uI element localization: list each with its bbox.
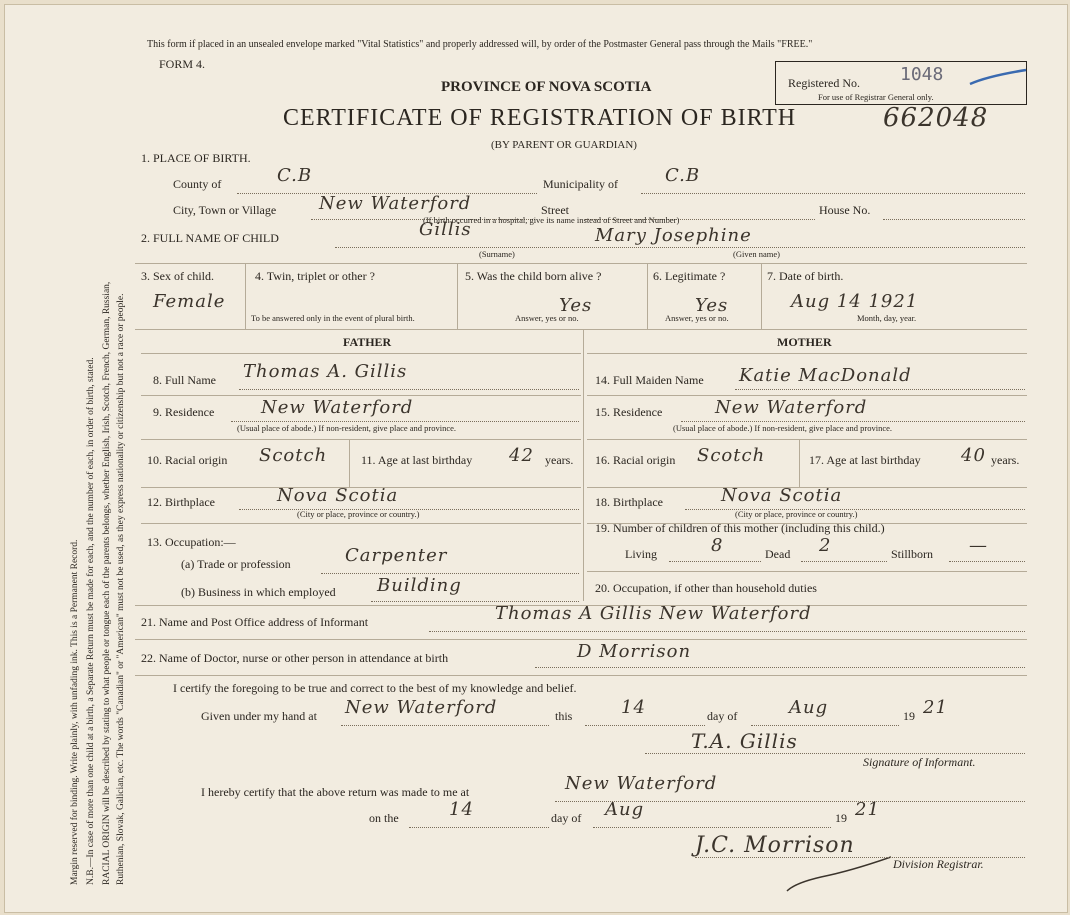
registrar-year-prefix: 19 bbox=[835, 811, 847, 825]
surname-note: (Surname) bbox=[479, 249, 515, 259]
father-birthplace-label: 12. Birthplace bbox=[147, 495, 215, 509]
twin-note: To be answered only in the event of plural birth. bbox=[251, 313, 415, 323]
mother-residence-note: (Usual place of abode.) If non-resident, give place and province. bbox=[673, 423, 893, 433]
certificate-subtitle: (BY PARENT OR GUARDIAN) bbox=[491, 139, 637, 151]
father-business-label: (b) Business in which employed bbox=[181, 585, 336, 599]
born-alive-note: Answer, yes or no. bbox=[515, 313, 579, 323]
place-of-birth-label: 1. PLACE OF BIRTH. bbox=[141, 151, 251, 165]
dead-value: 2 bbox=[819, 535, 832, 556]
informant-label: 21. Name and Post Office address of Informant bbox=[141, 615, 369, 629]
mother-children-label: 19. Number of children of this mother (including this child.) bbox=[595, 521, 885, 535]
doctor-label: 22. Name of Doctor, nurse or other person in attendance at birth bbox=[141, 651, 449, 665]
given-under-label: Given under my hand at bbox=[201, 709, 317, 723]
signature-informant-label: Signature of Informant. bbox=[863, 755, 976, 769]
margin-note-2: N.B.—In case of more than one child at a birth, a Separate Return must be made for each, and the number of each, in order of birth, stated. bbox=[86, 357, 96, 885]
certify-month: Aug bbox=[789, 697, 829, 718]
sex-value: Female bbox=[153, 291, 226, 312]
mother-years-label: years. bbox=[991, 453, 1020, 467]
certify-day: 14 bbox=[621, 697, 646, 718]
handwritten-number: 662048 bbox=[883, 103, 989, 133]
mother-age: 40 bbox=[961, 445, 986, 466]
father-occupation-label: 13. Occupation:— bbox=[147, 535, 236, 549]
registrar-month: Aug bbox=[605, 799, 645, 820]
certify-day-of-label: day of bbox=[707, 709, 738, 723]
doctor-value: D Morrison bbox=[577, 641, 692, 662]
registrar-day-of-label: day of bbox=[551, 811, 582, 825]
mother-name: Katie MacDonald bbox=[739, 365, 912, 386]
house-number-label: House No. bbox=[819, 203, 871, 217]
child-given-name: Mary Josephine bbox=[595, 225, 752, 246]
legitimate-label: 6. Legitimate ? bbox=[653, 269, 726, 283]
registrar-year: 21 bbox=[855, 799, 880, 820]
mother-birthplace-label: 18. Birthplace bbox=[595, 495, 663, 509]
margin-note-4: Ruthenian, Slovak, Galician, etc. The words "Canadian" or "American" must not be used, as they express nationality or citizenship but not a race or people. bbox=[116, 293, 126, 885]
mother-racial: Scotch bbox=[697, 445, 766, 466]
certify-year-prefix: 19 bbox=[903, 709, 915, 723]
street-label: Street bbox=[541, 203, 569, 217]
certify-text: I certify the foregoing to be true and correct to the best of my knowledge and belief. bbox=[173, 681, 577, 695]
father-business: Building bbox=[377, 575, 462, 596]
father-residence-label: 9. Residence bbox=[153, 405, 215, 419]
city-label: City, Town or Village bbox=[173, 203, 277, 217]
father-residence: New Waterford bbox=[261, 397, 414, 418]
mother-residence: New Waterford bbox=[715, 397, 868, 418]
dead-label: Dead bbox=[765, 547, 791, 561]
living-label: Living bbox=[625, 547, 657, 561]
stillborn-label: Stillborn bbox=[891, 547, 934, 561]
county-value: C.B bbox=[277, 165, 313, 186]
mother-heading: MOTHER bbox=[777, 335, 832, 349]
date-of-birth-label: 7. Date of birth. bbox=[767, 269, 844, 283]
father-heading: FATHER bbox=[343, 335, 392, 349]
mother-racial-label: 16. Racial origin bbox=[595, 453, 676, 467]
mother-birthplace: Nova Scotia bbox=[721, 485, 843, 506]
father-racial-label: 10. Racial origin bbox=[147, 453, 228, 467]
county-label: County of bbox=[173, 177, 222, 191]
born-alive-label: 5. Was the child born alive ? bbox=[465, 269, 602, 283]
certificate-sheet bbox=[4, 4, 1068, 913]
hospital-note: (If birth occurred in a hospital, give its name instead of Street and Number) bbox=[423, 215, 680, 225]
father-age: 42 bbox=[509, 445, 534, 466]
mother-birthplace-note: (City or place, province or country.) bbox=[735, 509, 858, 519]
registrar-signature: J.C. Morrison bbox=[695, 833, 855, 858]
this-label: this bbox=[555, 709, 573, 723]
father-residence-note: (Usual place of abode.) If non-resident, give place and province. bbox=[237, 423, 457, 433]
father-racial: Scotch bbox=[259, 445, 328, 466]
postal-notice: This form if placed in an unsealed envelope marked "Vital Statistics" and properly addressed will, by order of the Postmaster General pass through the Mails "FREE." bbox=[147, 39, 813, 50]
registered-label: Registered No. bbox=[788, 76, 860, 90]
margin-note-3: RACIAL ORIGIN will be described by stating to what people or tongue each of the parents belongs, whether English, Irish, Scotch, French, German, Russian, bbox=[102, 281, 112, 885]
on-the-label: on the bbox=[369, 811, 399, 825]
stillborn-value: — bbox=[969, 535, 988, 556]
registrar-place: New Waterford bbox=[565, 773, 718, 794]
informant-signature: T.A. Gillis bbox=[691, 729, 798, 753]
province-heading: PROVINCE OF NOVA SCOTIA bbox=[441, 79, 652, 95]
form-number: FORM 4. bbox=[159, 57, 206, 71]
legitimate-note: Answer, yes or no. bbox=[665, 313, 729, 323]
certificate-title: CERTIFICATE OF REGISTRATION OF BIRTH bbox=[283, 105, 797, 131]
living-value: 8 bbox=[711, 535, 724, 556]
father-trade: Carpenter bbox=[345, 545, 448, 566]
given-name-note: (Given name) bbox=[733, 249, 780, 259]
father-birthplace-note: (City or place, province or country.) bbox=[297, 509, 420, 519]
given-place: New Waterford bbox=[345, 697, 498, 718]
father-age-label: 11. Age at last birthday bbox=[361, 453, 473, 467]
municipality-label: Municipality of bbox=[543, 177, 618, 191]
mother-name-label: 14. Full Maiden Name bbox=[595, 373, 704, 387]
registered-number: 1048 bbox=[900, 64, 944, 85]
city-value: New Waterford bbox=[319, 193, 472, 214]
registrar-certify-text: I hereby certify that the above return was made to me at bbox=[201, 785, 470, 799]
father-name-label: 8. Full Name bbox=[153, 373, 216, 387]
signature-flourish-icon bbox=[781, 853, 901, 893]
informant-value: Thomas A Gillis New Waterford bbox=[495, 603, 812, 624]
sex-label: 3. Sex of child. bbox=[141, 269, 214, 283]
certify-year: 21 bbox=[923, 697, 948, 718]
father-years-label: years. bbox=[545, 453, 574, 467]
father-birthplace: Nova Scotia bbox=[277, 485, 399, 506]
check-mark-icon bbox=[968, 66, 1030, 88]
registered-number-box bbox=[775, 61, 1027, 105]
registrar-day: 14 bbox=[449, 799, 474, 820]
margin-note-1: Margin reserved for binding. Write plainly, with unfading ink. This is a Permanent Record. bbox=[70, 539, 80, 885]
child-surname: Gillis bbox=[419, 219, 472, 240]
born-alive-value: Yes bbox=[559, 295, 593, 316]
father-name: Thomas A. Gillis bbox=[243, 361, 408, 382]
municipality-value: C.B bbox=[665, 165, 701, 186]
mother-age-label: 17. Age at last birthday bbox=[809, 453, 921, 467]
registrar-general-note: For use of Registrar General only. bbox=[818, 92, 934, 102]
mother-occupation-label: 20. Occupation, if other than household duties bbox=[595, 581, 817, 595]
child-name-label: 2. FULL NAME OF CHILD bbox=[141, 231, 279, 245]
division-registrar-label: Division Registrar. bbox=[893, 857, 984, 871]
father-trade-label: (a) Trade or profession bbox=[181, 557, 291, 571]
date-of-birth-value: Aug 14 1921 bbox=[791, 291, 919, 312]
twin-label: 4. Twin, triplet or other ? bbox=[255, 269, 375, 283]
legitimate-value: Yes bbox=[695, 295, 729, 316]
mother-residence-label: 15. Residence bbox=[595, 405, 663, 419]
date-of-birth-note: Month, day, year. bbox=[857, 313, 917, 323]
